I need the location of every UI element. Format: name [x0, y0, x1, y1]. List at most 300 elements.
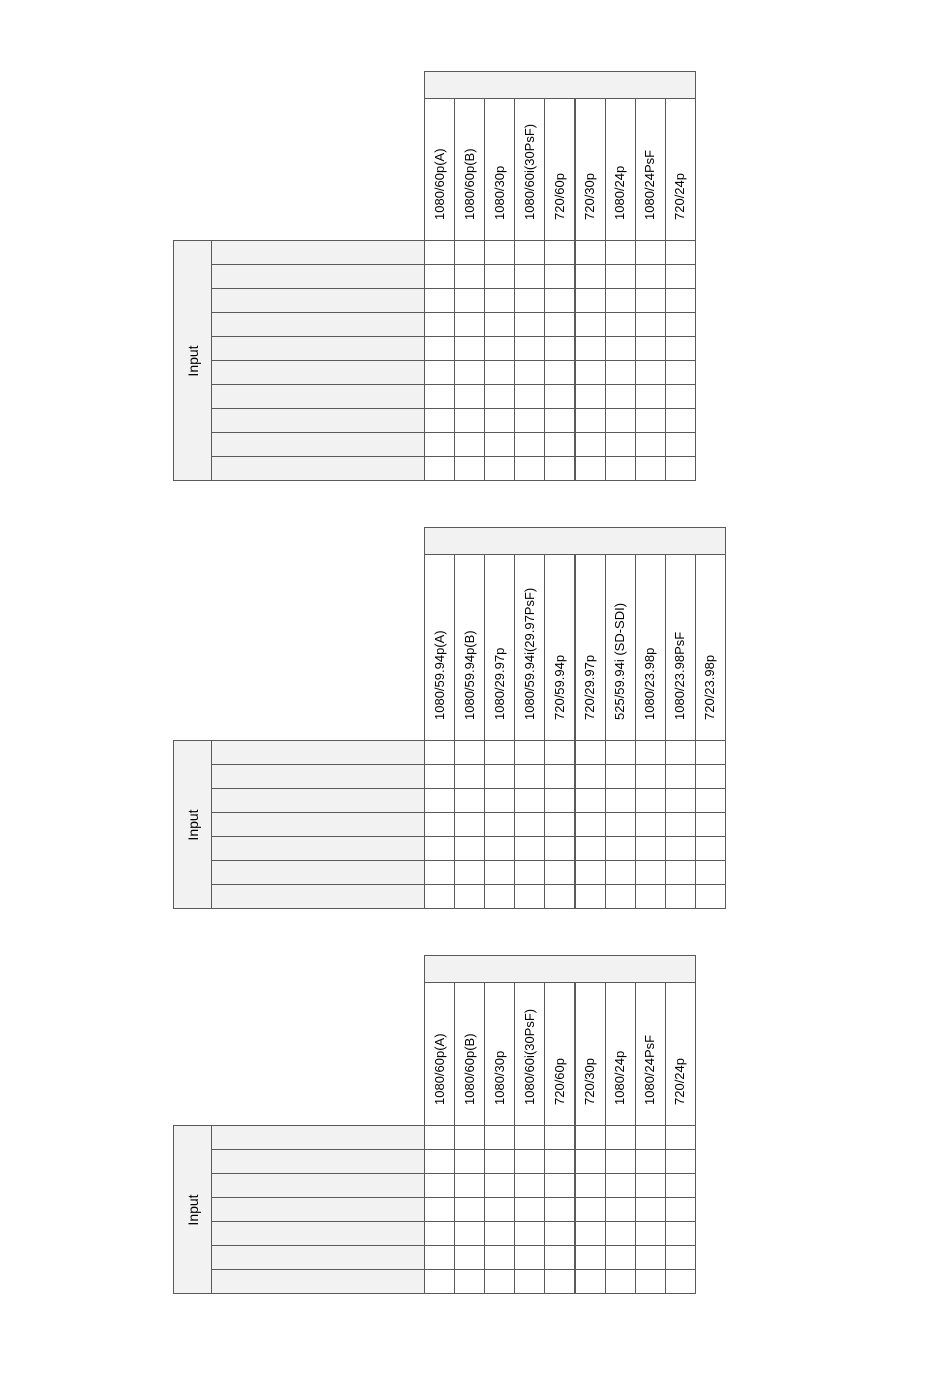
table-cell: [635, 264, 666, 289]
table-cell: [665, 860, 696, 885]
table-cell: [605, 408, 636, 433]
table-cell: [635, 384, 666, 409]
table-cell: [424, 1269, 455, 1294]
table-cell: [544, 884, 575, 909]
table-cell: [424, 240, 455, 265]
table-cell: [544, 288, 575, 313]
table-cell: [514, 1269, 545, 1294]
row-label-cell: [211, 432, 425, 457]
column-header-label: 1080/23.98PsF: [672, 631, 688, 720]
table-cell: [424, 1221, 455, 1246]
table-cell: [575, 312, 606, 337]
column-header: [484, 554, 515, 741]
table-cell: [544, 264, 575, 289]
table-cell: [454, 740, 485, 765]
row-label-cell: [211, 836, 425, 861]
column-header: [575, 982, 606, 1126]
input-label: Input: [184, 1193, 201, 1226]
table-cell: [605, 312, 636, 337]
row-label-cell: [211, 1149, 425, 1174]
table-cell: [665, 1125, 696, 1150]
table-cell: [665, 456, 696, 481]
table-cell: [635, 812, 666, 837]
row-label-cell: [211, 764, 425, 789]
table-cell: [454, 1245, 485, 1270]
column-header: [424, 554, 455, 741]
column-header: [605, 982, 636, 1126]
row-label-cell: [211, 1245, 425, 1270]
table-cell: [665, 812, 696, 837]
table-cell: [484, 812, 515, 837]
column-header: [454, 554, 485, 741]
table-cell: [484, 884, 515, 909]
table-cell: [695, 764, 726, 789]
table-cell: [544, 360, 575, 385]
table-cell: [665, 360, 696, 385]
table-cell: [454, 432, 485, 457]
table-cell: [544, 240, 575, 265]
table-cell: [665, 1245, 696, 1270]
table-cell: [514, 384, 545, 409]
table-cell: [635, 1269, 666, 1294]
table-cell: [544, 1269, 575, 1294]
column-header-label: 1080/60p(A): [431, 148, 447, 220]
table-cell: [635, 884, 666, 909]
table-cell: [635, 312, 666, 337]
column-header: [484, 982, 515, 1126]
table-cell: [544, 1125, 575, 1150]
table-cell: [665, 1173, 696, 1198]
table-cell: [424, 408, 455, 433]
table-cell: [454, 836, 485, 861]
column-header: [635, 982, 666, 1126]
row-label-cell: [211, 264, 425, 289]
table-cell: [665, 740, 696, 765]
table-cell: [484, 288, 515, 313]
column-header: [605, 98, 636, 241]
table-cell: [544, 1173, 575, 1198]
column-header: [544, 98, 575, 241]
table-cell: [424, 288, 455, 313]
table-cell: [454, 336, 485, 361]
table-cell: [575, 360, 606, 385]
table-cell: [575, 1221, 606, 1246]
table-cell: [424, 1149, 455, 1174]
column-header: [665, 98, 696, 241]
table-cell: [484, 1269, 515, 1294]
table-2-header-group: [424, 527, 726, 555]
table-cell: [665, 884, 696, 909]
column-header-label: 1080/59.94i(29.97PsF): [521, 587, 537, 720]
table-1-header-group: [424, 71, 696, 99]
table-3-header-group: [424, 955, 696, 983]
column-header-label: 720/30p: [582, 173, 598, 220]
table-cell: [605, 384, 636, 409]
column-header-label: 1080/24p: [612, 1050, 628, 1105]
table-cell: [575, 1269, 606, 1294]
table-cell: [514, 860, 545, 885]
table-cell: [575, 264, 606, 289]
table-cell: [544, 788, 575, 813]
table-cell: [605, 1221, 636, 1246]
table-cell: [484, 312, 515, 337]
table-cell: [484, 1125, 515, 1150]
table-cell: [665, 336, 696, 361]
table-cell: [484, 384, 515, 409]
table-cell: [484, 1245, 515, 1270]
table-cell: [575, 884, 606, 909]
table-cell: [635, 432, 666, 457]
column-header-label: 525/59.94i (SD-SDI): [612, 602, 628, 720]
column-header: [575, 554, 606, 741]
table-cell: [424, 836, 455, 861]
table-cell: [424, 1125, 455, 1150]
table-cell: [484, 360, 515, 385]
table-cell: [424, 1173, 455, 1198]
column-header: [635, 554, 666, 741]
column-header-label: 1080/59.94p(A): [431, 630, 447, 720]
table-cell: [514, 408, 545, 433]
column-header: [544, 982, 575, 1126]
table-cell: [605, 788, 636, 813]
table-cell: [514, 288, 545, 313]
table-cell: [665, 432, 696, 457]
table-cell: [575, 860, 606, 885]
row-label-cell: [211, 360, 425, 385]
column-header-label: 1080/24PsF: [642, 149, 658, 220]
table-cell: [514, 764, 545, 789]
table-cell: [605, 860, 636, 885]
column-header-label: 720/23.98p: [702, 654, 718, 720]
row-label-cell: [211, 1221, 425, 1246]
table-cell: [454, 1221, 485, 1246]
column-header: [424, 982, 455, 1126]
table-cell: [454, 288, 485, 313]
table-cell: [635, 240, 666, 265]
table-cell: [514, 456, 545, 481]
table-cell: [424, 336, 455, 361]
table-cell: [424, 740, 455, 765]
table-cell: [575, 384, 606, 409]
table-cell: [665, 1149, 696, 1174]
table-cell: [635, 1245, 666, 1270]
row-label-cell: [211, 384, 425, 409]
table-cell: [424, 384, 455, 409]
table-cell: [544, 408, 575, 433]
table-cell: [484, 432, 515, 457]
table-cell: [544, 432, 575, 457]
table-cell: [665, 384, 696, 409]
table-cell: [544, 336, 575, 361]
table-cell: [544, 1149, 575, 1174]
table-cell: [514, 1125, 545, 1150]
table-cell: [635, 1197, 666, 1222]
table-cell: [454, 860, 485, 885]
table-cell: [605, 740, 636, 765]
table-cell: [514, 1245, 545, 1270]
table-cell: [544, 812, 575, 837]
row-label-cell: [211, 1173, 425, 1198]
table-cell: [575, 1173, 606, 1198]
table-cell: [454, 1173, 485, 1198]
table-cell: [635, 764, 666, 789]
table-cell: [514, 264, 545, 289]
column-header-label: 1080/60p(B): [461, 1033, 477, 1105]
table-cell: [635, 740, 666, 765]
table-cell: [575, 740, 606, 765]
table-cell: [575, 764, 606, 789]
row-label-cell: [211, 288, 425, 313]
table-cell: [695, 788, 726, 813]
table-cell: [665, 288, 696, 313]
table-cell: [665, 240, 696, 265]
table-cell: [424, 860, 455, 885]
table-cell: [544, 1245, 575, 1270]
table-cell: [454, 884, 485, 909]
input-label: Input: [184, 808, 201, 841]
row-label-cell: [211, 812, 425, 837]
table-cell: [635, 360, 666, 385]
input-label-cell: [173, 240, 212, 481]
table-cell: [665, 312, 696, 337]
table-cell: [605, 812, 636, 837]
table-cell: [635, 1125, 666, 1150]
table-cell: [605, 336, 636, 361]
row-label-cell: [211, 1269, 425, 1294]
table-cell: [454, 764, 485, 789]
table-cell: [605, 1125, 636, 1150]
table-cell: [484, 1221, 515, 1246]
table-cell: [454, 1197, 485, 1222]
table-cell: [605, 1149, 636, 1174]
table-cell: [514, 1173, 545, 1198]
table-cell: [484, 740, 515, 765]
table-cell: [635, 1173, 666, 1198]
table-cell: [454, 1125, 485, 1150]
table-cell: [695, 860, 726, 885]
table-cell: [514, 812, 545, 837]
column-header-label: 1080/30p: [491, 165, 507, 220]
table-cell: [575, 812, 606, 837]
table-cell: [605, 456, 636, 481]
table-cell: [695, 884, 726, 909]
table-cell: [424, 1197, 455, 1222]
table-cell: [424, 788, 455, 813]
table-cell: [544, 764, 575, 789]
table-cell: [665, 1221, 696, 1246]
column-header-label: 1080/30p: [491, 1050, 507, 1105]
column-header: [424, 98, 455, 241]
table-cell: [484, 264, 515, 289]
column-header: [665, 982, 696, 1126]
table-cell: [605, 288, 636, 313]
row-label-cell: [211, 1125, 425, 1150]
column-header: [575, 98, 606, 241]
table-cell: [605, 432, 636, 457]
column-header: [514, 982, 545, 1126]
table-cell: [454, 408, 485, 433]
table-cell: [605, 240, 636, 265]
column-header-label: 1080/60i(30PsF): [521, 123, 537, 220]
table-cell: [514, 432, 545, 457]
column-header: [665, 554, 696, 741]
column-header-label: 720/24p: [672, 173, 688, 220]
row-label-cell: [211, 240, 425, 265]
table-cell: [695, 740, 726, 765]
column-header-label: 720/60p: [551, 1058, 567, 1105]
row-label-cell: [211, 1197, 425, 1222]
table-cell: [514, 312, 545, 337]
table-cell: [605, 360, 636, 385]
table-cell: [514, 788, 545, 813]
column-header: [695, 554, 726, 741]
column-header-label: 720/29.97p: [582, 654, 598, 720]
table-cell: [544, 456, 575, 481]
table-cell: [424, 312, 455, 337]
table-cell: [575, 1125, 606, 1150]
table-cell: [484, 788, 515, 813]
table-cell: [424, 812, 455, 837]
table-cell: [484, 860, 515, 885]
table-cell: [454, 812, 485, 837]
table-cell: [575, 240, 606, 265]
table-cell: [605, 264, 636, 289]
table-cell: [635, 860, 666, 885]
table-cell: [635, 288, 666, 313]
table-cell: [635, 456, 666, 481]
column-header: [635, 98, 666, 241]
table-cell: [484, 1173, 515, 1198]
column-header: [514, 554, 545, 741]
table-cell: [605, 1197, 636, 1222]
table-cell: [575, 432, 606, 457]
table-cell: [575, 1197, 606, 1222]
table-cell: [514, 884, 545, 909]
column-header-label: 1080/60i(30PsF): [521, 1008, 537, 1105]
table-cell: [575, 336, 606, 361]
table-cell: [605, 1245, 636, 1270]
table-cell: [454, 456, 485, 481]
table-cell: [454, 240, 485, 265]
table-cell: [514, 740, 545, 765]
table-cell: [484, 336, 515, 361]
row-label-cell: [211, 860, 425, 885]
table-cell: [665, 1269, 696, 1294]
table-cell: [575, 1149, 606, 1174]
table-cell: [665, 764, 696, 789]
row-label-cell: [211, 312, 425, 337]
column-header-label: 1080/29.97p: [491, 647, 507, 720]
column-header: [454, 982, 485, 1126]
table-cell: [424, 764, 455, 789]
column-header-label: 1080/60p(A): [431, 1033, 447, 1105]
table-cell: [514, 240, 545, 265]
table-cell: [635, 788, 666, 813]
table-cell: [605, 884, 636, 909]
table-cell: [424, 884, 455, 909]
column-header-label: 1080/59.94p(B): [461, 630, 477, 720]
table-cell: [665, 836, 696, 861]
input-label-cell: [173, 740, 212, 909]
column-header: [605, 554, 636, 741]
table-cell: [605, 1269, 636, 1294]
row-label-cell: [211, 740, 425, 765]
column-header-label: 1080/24PsF: [642, 1034, 658, 1105]
table-cell: [484, 456, 515, 481]
row-label-cell: [211, 336, 425, 361]
input-label: Input: [184, 344, 201, 377]
table-cell: [514, 1221, 545, 1246]
column-header-label: 1080/60p(B): [461, 148, 477, 220]
table-cell: [575, 788, 606, 813]
table-cell: [484, 1197, 515, 1222]
table-cell: [544, 740, 575, 765]
table-cell: [484, 408, 515, 433]
table-cell: [544, 1221, 575, 1246]
table-cell: [695, 812, 726, 837]
column-header-label: 720/24p: [672, 1058, 688, 1105]
table-cell: [454, 1269, 485, 1294]
column-header-label: 720/30p: [582, 1058, 598, 1105]
column-header-label: 1080/23.98p: [642, 647, 658, 720]
table-cell: [575, 836, 606, 861]
table-cell: [665, 1197, 696, 1222]
row-label-cell: [211, 408, 425, 433]
table-cell: [605, 764, 636, 789]
table-cell: [544, 860, 575, 885]
column-header-label: 720/59.94p: [551, 654, 567, 720]
column-header: [454, 98, 485, 241]
table-cell: [424, 456, 455, 481]
table-cell: [544, 1197, 575, 1222]
table-cell: [605, 836, 636, 861]
table-cell: [544, 384, 575, 409]
input-label-cell: [173, 1125, 212, 1294]
table-cell: [695, 836, 726, 861]
table-cell: [454, 264, 485, 289]
table-cell: [635, 836, 666, 861]
row-label-cell: [211, 884, 425, 909]
row-label-cell: [211, 788, 425, 813]
table-cell: [665, 408, 696, 433]
table-cell: [514, 1197, 545, 1222]
table-cell: [575, 408, 606, 433]
table-cell: [484, 764, 515, 789]
table-cell: [424, 432, 455, 457]
table-cell: [484, 240, 515, 265]
table-cell: [484, 1149, 515, 1174]
table-cell: [424, 264, 455, 289]
table-cell: [514, 336, 545, 361]
column-header: [514, 98, 545, 241]
column-header: [544, 554, 575, 741]
table-cell: [544, 312, 575, 337]
table-cell: [454, 360, 485, 385]
table-cell: [514, 1149, 545, 1174]
table-cell: [665, 788, 696, 813]
column-header-label: 720/60p: [551, 173, 567, 220]
table-cell: [635, 1149, 666, 1174]
table-cell: [514, 360, 545, 385]
table-cell: [454, 1149, 485, 1174]
table-cell: [575, 288, 606, 313]
table-cell: [484, 836, 515, 861]
table-cell: [605, 1173, 636, 1198]
table-cell: [514, 836, 545, 861]
table-cell: [424, 360, 455, 385]
table-cell: [454, 788, 485, 813]
row-label-cell: [211, 456, 425, 481]
